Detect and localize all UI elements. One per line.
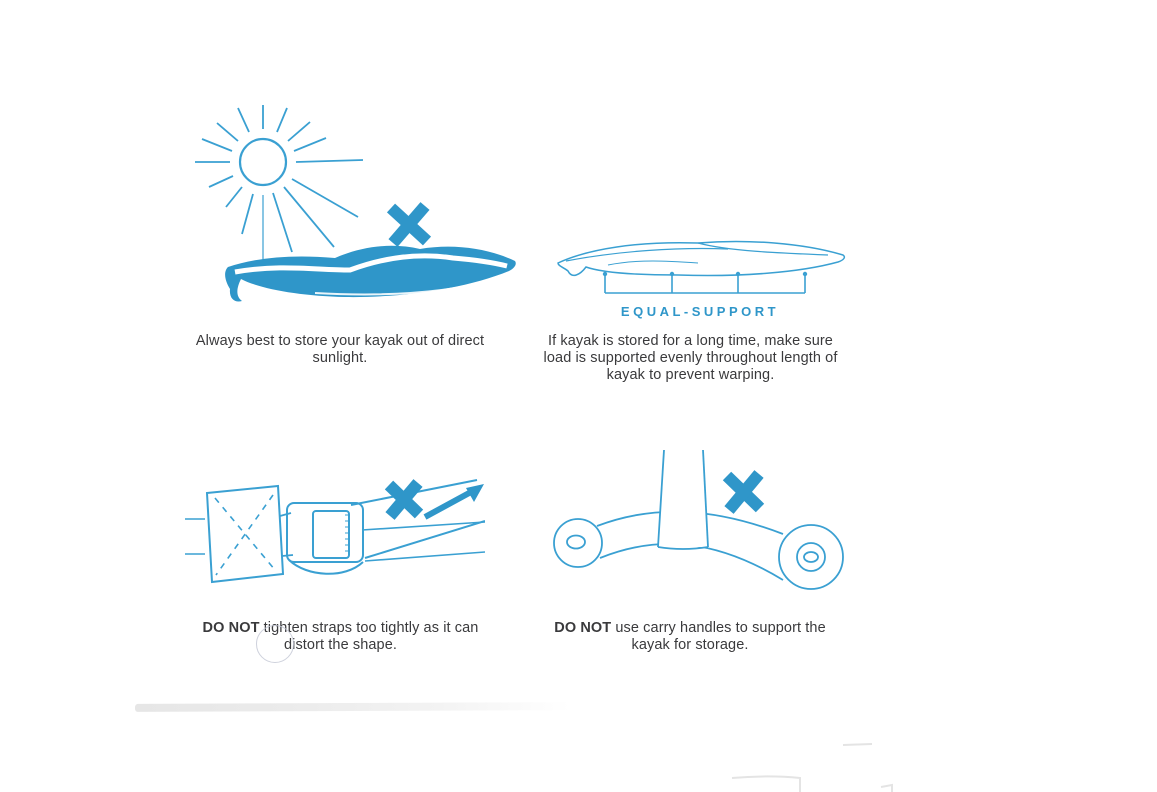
- sun-icon: [195, 105, 363, 268]
- strap-buckle-svg: [185, 455, 485, 600]
- caption-equal-support: [538, 333, 843, 384]
- caption-text: If kayak is stored for a long time, make sure load is supported evenly throughout length of kayak to prevent warping.: [543, 333, 838, 384]
- kayak-silhouette: [225, 246, 516, 302]
- strap-buckle-illustration: [185, 455, 485, 600]
- caption-text: tighten straps too tightly as it can distort the shape.: [259, 620, 479, 654]
- strap-pad: [207, 486, 283, 582]
- click-indicator-ring: [256, 625, 294, 663]
- equal-support-label: EQUAL-SUPPORT: [620, 304, 780, 319]
- sunlight-kayak-illustration: [185, 100, 530, 305]
- equal-support-illustration: [548, 233, 852, 319]
- caption-carry-handles: [540, 620, 840, 654]
- faint-next-illustration-lines: [700, 735, 1157, 792]
- support-strap: [658, 450, 708, 549]
- kayak-outline: [558, 242, 844, 276]
- next-section-top-edge: [135, 702, 570, 712]
- caption-emphasis: DO NOT: [554, 620, 612, 636]
- caption-text: Always best to store your kayak out of direct sunlight.: [195, 333, 485, 367]
- sunlight-kayak-svg: [185, 100, 530, 305]
- x-cross-icon: [391, 206, 427, 243]
- equal-support-svg: [548, 233, 852, 297]
- carry-handle-illustration: [545, 450, 850, 595]
- carry-handle-svg: [545, 450, 850, 595]
- x-cross-icon: [727, 474, 760, 510]
- caption-emphasis: DO NOT: [202, 620, 260, 636]
- caption-straps: [188, 620, 493, 654]
- cam-buckle: [280, 503, 363, 574]
- x-cross-icon: [389, 483, 419, 516]
- caption-text: use carry handles to support the kayak for storage.: [611, 620, 826, 654]
- caption-sunlight: [195, 333, 485, 367]
